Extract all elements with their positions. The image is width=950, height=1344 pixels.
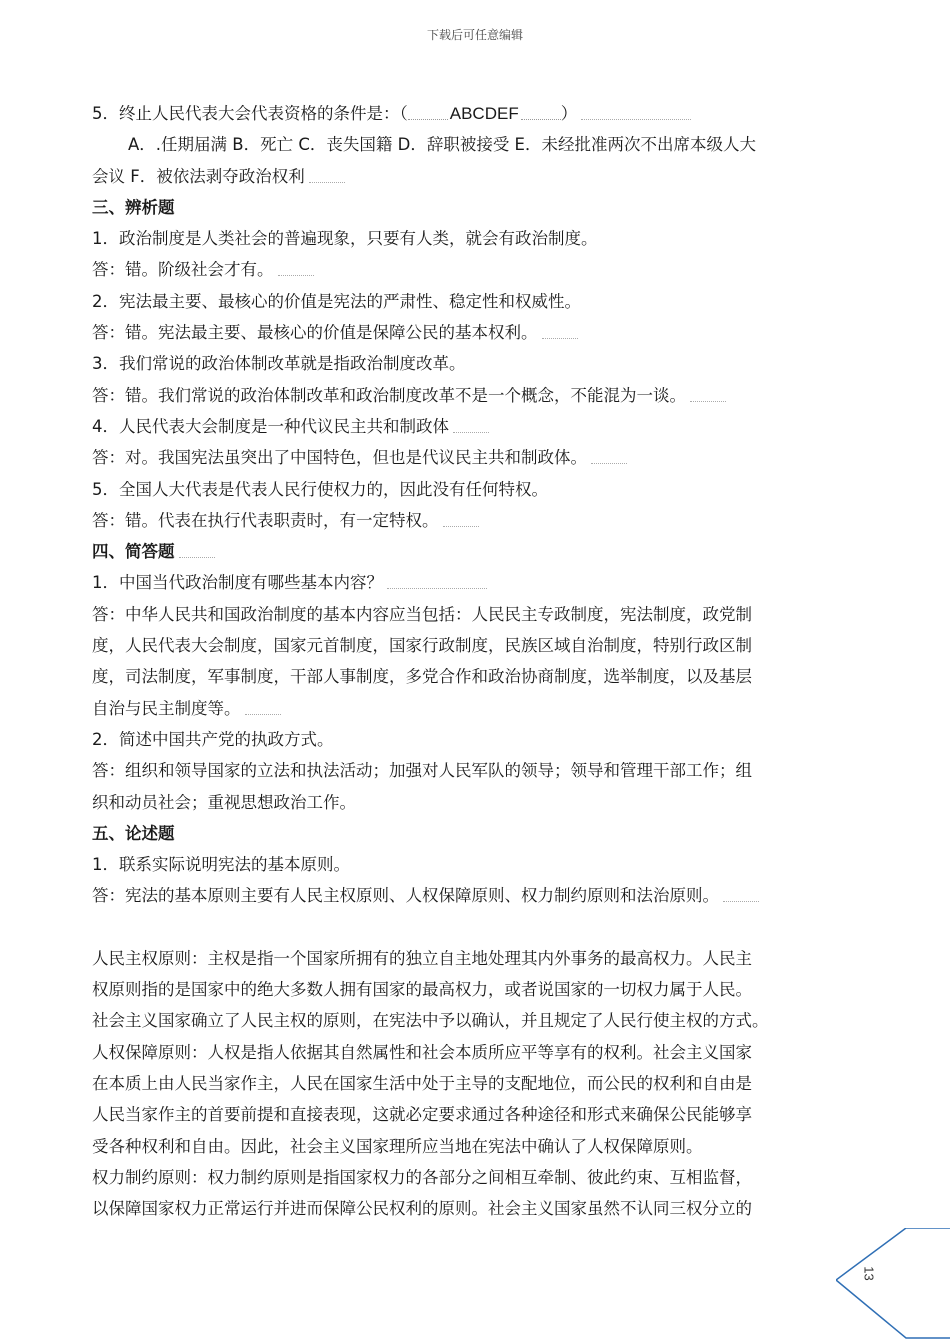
answer-line: 答：错。代表在执行代表职责时，有一定特权。 [92, 505, 864, 536]
document-body [92, 98, 864, 1224]
question-close: ） [560, 104, 578, 123]
answer-line: 答：错。宪法最主要、最核心的价值是保障公民的基本权利。 [92, 317, 864, 348]
section-heading: 四、简答题 [92, 536, 864, 567]
options-line-cont: 会议 F．被依法剥夺政治权利 [92, 161, 864, 192]
question-line: 1．联系实际说明宪法的基本原则。 [92, 855, 350, 875]
answer-line: 答：宪法的基本原则主要有人民主权原则、人权保障原则、权力制约原则和法治原则。 [92, 880, 864, 911]
question-line: 1．中国当代政治制度有哪些基本内容？ [92, 567, 864, 598]
page-corner-shape [836, 1228, 950, 1344]
paragraph-line: 人民当家作主的首要前提和直接表现，这就必定要求通过各种途径和形式来确保公民能够享 [92, 1105, 752, 1125]
blank-line [92, 912, 864, 943]
section-heading: 五、论述题 [92, 823, 175, 843]
question-line: 4．人民代表大会制度是一种代议民主共和制政体 [92, 411, 864, 442]
question-line: 2．宪法最主要、最核心的价值是宪法的严肃性、稳定性和权威性。 [92, 291, 581, 311]
paragraph-line: 以保障国家权力正常运行并进而保障公民权利的原则。社会主义国家虽然不认同三权分立的 [92, 1199, 752, 1219]
paragraph-line: 人民主权原则：主权是指一个国家所拥有的独立自主地处理其内外事务的最高权力。人民主 [92, 948, 752, 968]
paragraph-line: 权原则指的是国家中的绝大多数人拥有国家的最高权力，或者说国家的一切权力属于人民。 [92, 980, 752, 1000]
question-line: 2．简述中国共产党的执政方式。 [92, 729, 334, 749]
paragraph-line: 权力制约原则：权力制约原则是指国家权力的各部分之间相互牵制、彼此约束、互相监督， [92, 1167, 752, 1187]
answer-line: 自治与民主制度等。 [92, 693, 864, 724]
answer-blank [408, 98, 561, 129]
paragraph-line: 人权保障原则：人权是指人依据其自然属性和社会本质所应平等享有的权利。社会主义国家 [92, 1042, 752, 1062]
options-line: A．.任期届满 B．死亡 C．丧失国籍 D．辞职被接受 E．未经批准两次不出席本级人大 [128, 135, 756, 155]
question-line: 3．我们常说的政治体制改革就是指政治制度改革。 [92, 354, 466, 374]
section-heading: 三、辨析题 [92, 197, 175, 217]
paragraph-line: 在本质上由人民当家作主，人民在国家生活中处于主导的支配地位，而公民的权利和自由是 [92, 1073, 752, 1093]
answer-line: 答：错。我们常说的政治体制改革和政治制度改革不是一个概念，不能混为一谈。 [92, 380, 864, 411]
question-line: 1．政治制度是人类社会的普遍现象，只要有人类，就会有政治制度。 [92, 229, 598, 249]
answer-line: 织和动员社会；重视思想政治工作。 [92, 792, 356, 812]
page-header: 下载后可任意编辑 [426, 28, 523, 42]
answer-line: 答：错。阶级社会才有。 [92, 254, 864, 285]
page-number: 13 [861, 1266, 877, 1281]
answer-line: 度，司法制度，军事制度，干部人事制度，多党合作和政治协商制度，选举制度，以及基层 [92, 667, 752, 687]
paragraph-line: 受各种权利和自由。因此，社会主义国家理所应当地在宪法中确认了人权保障原则。 [92, 1136, 703, 1156]
answer-value: ABCDEF [449, 104, 519, 123]
question-text: 5．终止人民代表大会代表资格的条件是：（ [92, 104, 408, 123]
answer-line: 答：组织和领导国家的立法和执法活动；加强对人民军队的领导；领导和管理干部工作；组 [92, 761, 752, 781]
paragraph-line: 社会主义国家确立了人民主权的原则，在宪法中予以确认，并且规定了人民行使主权的方式。 [92, 1011, 769, 1031]
answer-line: 答：对。我国宪法虽突出了中国特色，但也是代议民主共和制政体。 [92, 442, 864, 473]
answer-line: 答：中华人民共和国政治制度的基本内容应当包括：人民民主专政制度，宪法制度，政党制 [92, 604, 752, 624]
answer-line: 度，人民代表大会制度，国家元首制度，国家行政制度，民族区域自治制度，特别行政区制 [92, 636, 752, 656]
question-line: 5．全国人大代表是代表人民行使权力的，因此没有任何特权。 [92, 479, 548, 499]
question-5-line [92, 98, 864, 129]
